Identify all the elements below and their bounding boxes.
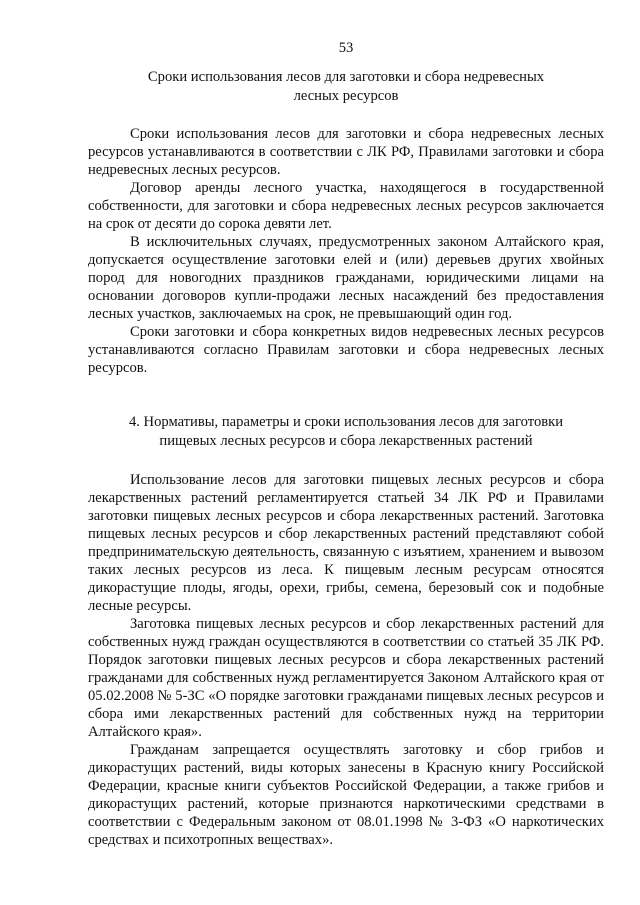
page-number: 53 (338, 40, 354, 56)
section-heading-non-timber (88, 68, 604, 106)
paragraph: Заготовка пищевых лесных ресурсов и сбор лекарственных растений для собственных нужд граждан осуществляются в соответствии со статьей 35 ЛК РФ. Порядок заготовки пищевых лесных ресурсов и сбора лекарственных растений гражданами для собственных нужд регламентируется Законом Алтайского края от 05.02.2008 № 5-ЗС «О порядке заготовки гражданами пищевых лесных ресурсов и сбора ими лекарственных растений для собственных нужд на территории Алтайского края». (88, 616, 604, 740)
paragraph: Использование лесов для заготовки пищевых лесных ресурсов и сбора лекарственных растений регламентируется статьей 34 ЛК РФ и Правилами заготовки пищевых лесных ресурсов и сбора лекарственных растений. Заготовка пищевых лесных ресурсов и сбор лекарственных растений представляют собой предпринимательскую деятельность, связанную с изъятием, хранением и вывозом таких лесных ресурсов из леса. К пищевым лесным ресурсам относятся дикорастущие плоды, ягоды, орехи, грибы, семена, березовый сок и подобные лесные ресурсы. (88, 472, 604, 614)
paragraph: Договор аренды лесного участка, находящегося в государственной собственности, для заготовки и сбора недревесных лесных ресурсов заключается на срок от десяти до сорока девяти лет. (88, 180, 604, 232)
spacer (88, 106, 604, 125)
heading-line: 4. Нормативы, параметры и сроки использования лесов для заготовки (128, 414, 564, 430)
spacer (88, 451, 604, 471)
paragraph: Гражданам запрещается осуществлять заготовку и сбор грибов и дикорастущих растений, виды которых занесены в Красную книгу Российской Федерации, красные книги субъектов Российской Федерации, а также грибов и дикорастущих растений, которые признаются наркотическими средствами в соответствии с Федеральным законом от 08.01.1998 № 3-ФЗ «О наркотических средствах и психотропных веществах». (88, 742, 604, 848)
spacer (88, 377, 604, 413)
heading-line: Сроки использования лесов для заготовки и сбора недревесных (147, 69, 545, 85)
paragraph: В исключительных случаях, предусмотренных законом Алтайского края, допускается осуществление заготовки елей и (или) деревьев других хвойных пород для новогодних праздников гражданами, юридическими лицами на основании договоров купли-продажи лесных насаждений без предоставления лесных участков, заключаемых на срок, не превышающий один год. (88, 234, 604, 322)
paragraph: Сроки заготовки и сбора конкретных видов недревесных лесных ресурсов устанавливаются согласно Правилам заготовки и сбора недревесных лесных ресурсов. (88, 324, 604, 376)
heading-line: лесных ресурсов (293, 88, 399, 104)
heading-line: пищевых лесных ресурсов и сбора лекарственных растений (159, 433, 533, 449)
section-heading-food-resources (88, 413, 604, 451)
paragraph: Сроки использования лесов для заготовки и сбора недревесных лесных ресурсов устанавливаются в соответствии с ЛК РФ, Правилами заготовки и сбора недревесных лесных ресурсов. (88, 126, 604, 178)
